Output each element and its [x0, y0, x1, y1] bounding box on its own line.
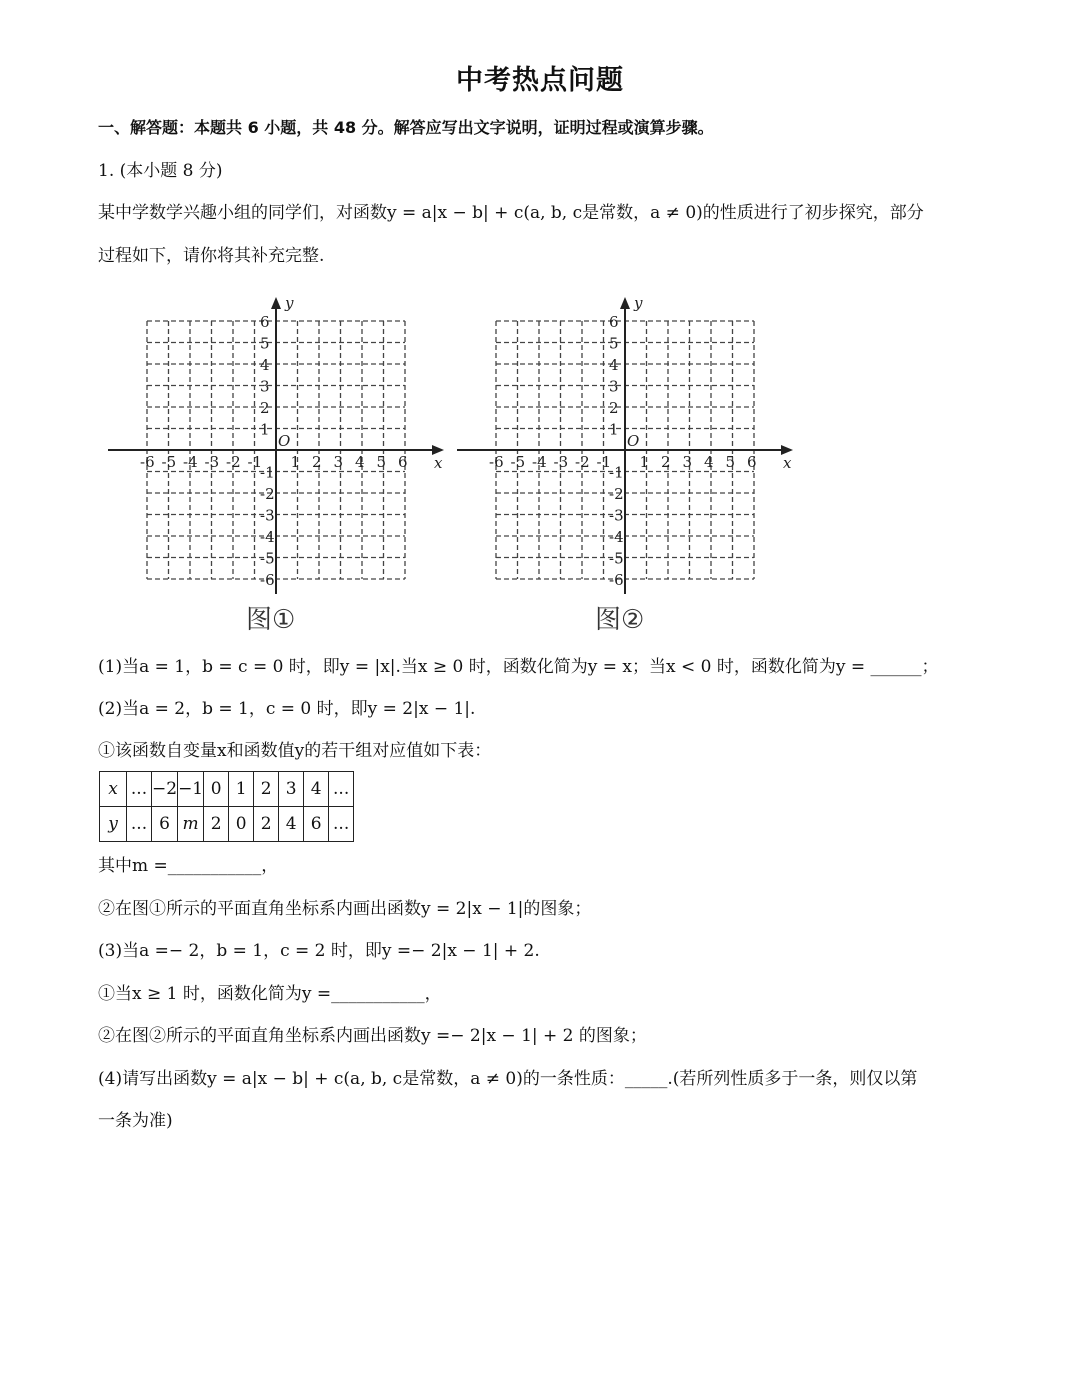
fig2-x-label: x: [783, 454, 792, 472]
problem-number: 1. (本小题 8 分): [98, 161, 223, 181]
question-1: (1)当a = 1，b = c = 0 时，即y = |x|.当x ≥ 0 时，函数化简为y = x；当x < 0 时，函数化简为y = ______；: [98, 657, 939, 677]
table-cell: m: [178, 807, 204, 842]
table-cell: 0: [229, 807, 254, 842]
fig2-x-tick-label: 2: [661, 453, 671, 471]
fig2-x-tick-label: -3: [553, 453, 569, 471]
fig2-x-tick-label: 5: [725, 453, 736, 471]
coordinate-figures: [100, 290, 800, 640]
fig1-y-tick-label: -3: [260, 506, 275, 525]
fig1-x-tick-label: -5: [161, 453, 177, 471]
fig1-y-tick-label: 3: [260, 377, 270, 396]
question-2-part-1: ①该函数自变量x和函数值y的若干组对应值如下表：: [98, 741, 492, 761]
answer-m: 其中m =___________，: [98, 856, 279, 876]
table-cell: 4: [304, 772, 329, 807]
question-4-line1: (4)请写出函数y = a|x − b| + c(a, b, c是常数，a ≠ 0)的一条性质：_____.(若所列性质多于一条，则仅以第: [98, 1069, 918, 1089]
fig1-x-tick-label: -6: [140, 453, 155, 471]
table-cell: ...: [127, 807, 152, 842]
fig2-y-tick-label: -1: [609, 463, 624, 482]
question-3-part-2: ②在图②所示的平面直角坐标系内画出函数y =− 2|x − 1| + 2 的图象；: [98, 1026, 647, 1046]
fig2-x-tick-label: 1: [639, 453, 650, 471]
fig1-x-tick-label: -1: [247, 453, 263, 471]
fig1-y-tick-label: 1: [260, 420, 270, 439]
table-row-x: [100, 772, 354, 807]
table-cell: 1: [229, 772, 254, 807]
question-3: (3)当a =− 2，b = 1，c = 2 时，即y =− 2|x − 1| + 2.: [98, 941, 540, 961]
table-cell: 2: [204, 807, 229, 842]
table-cell: ...: [329, 772, 354, 807]
table-cell: 0: [204, 772, 229, 807]
table-row-y: [100, 807, 354, 842]
fig2-y-tick-label: -5: [609, 549, 624, 568]
table-cell: 2: [254, 772, 279, 807]
fig1-y-tick-label: -2: [260, 485, 275, 503]
question-2: (2)当a = 2，b = 1，c = 0 时，即y = 2|x − 1|.: [98, 699, 476, 719]
fig1-x-tick-label: 4: [355, 453, 365, 471]
fig2-y-label: y: [634, 294, 643, 312]
question-2-part-2: ②在图①所示的平面直角坐标系内画出函数y = 2|x − 1|的图象；: [98, 899, 592, 919]
table-cell: 2: [254, 807, 279, 842]
question-4-line2: 一条为准): [98, 1111, 173, 1131]
fig2-y-tick-label: -6: [609, 571, 624, 589]
fig2-y-tick-label: 6: [609, 313, 619, 331]
fig2-y-tick-label: 5: [609, 334, 619, 353]
fig2-x-tick-label: -5: [510, 453, 526, 471]
fig2-x-tick-label: -6: [489, 453, 504, 471]
fig2-origin-label: O: [627, 432, 640, 450]
figures-svg: [100, 290, 800, 640]
page-title: 中考热点问题: [456, 65, 624, 96]
table-cell: 3: [279, 772, 304, 807]
fig1-x-tick-label: 6: [398, 453, 408, 471]
fig2-y-arrow-icon: [620, 297, 630, 309]
table-cell: 6: [152, 807, 178, 842]
value-table: [99, 771, 354, 842]
problem-intro-line1: 某中学数学兴趣小组的同学们，对函数y = a|x − b| + c(a, b, c是常数，a ≠ 0)的性质进行了初步探究，部分: [98, 203, 924, 223]
fig2-y-tick-label: 2: [609, 399, 619, 417]
fig1-origin-label: O: [278, 432, 291, 450]
fig1-y-tick-label: -6: [260, 571, 275, 589]
fig2-x-tick-label: -4: [532, 453, 547, 471]
fig1-y-arrow-icon: [271, 297, 281, 309]
table-cell: y: [100, 807, 127, 842]
section-heading: 一、解答题：本题共 6 小题，共 48 分。解答应写出文字说明，证明过程或演算步骤。: [98, 118, 714, 137]
fig2-x-tick-label: 3: [682, 453, 693, 471]
table-cell: −2: [152, 772, 178, 807]
fig1-x-label: x: [434, 454, 443, 472]
fig2-y-tick-label: 3: [609, 377, 619, 396]
fig1-x-tick-label: -4: [183, 453, 198, 471]
fig2-y-tick-label: 1: [609, 420, 619, 439]
fig2-x-tick-label: 4: [704, 453, 714, 471]
table-cell: ...: [127, 772, 152, 807]
fig2-x-tick-label: 6: [747, 453, 757, 471]
fig1-y-tick-label: 6: [260, 313, 270, 331]
fig1-y-tick-label: -4: [260, 528, 275, 546]
fig2-y-tick-label: -2: [609, 485, 624, 503]
table-cell: −1: [178, 772, 204, 807]
table-cell: x: [100, 772, 127, 807]
table-cell: 6: [304, 807, 329, 842]
fig1-x-tick-label: 1: [290, 453, 301, 471]
table-cell: ...: [329, 807, 354, 842]
fig1-x-tick-label: -2: [226, 453, 241, 471]
fig2-caption: 图②: [595, 605, 645, 635]
fig2-y-tick-label: -4: [609, 528, 624, 546]
fig1-x-tick-label: 5: [376, 453, 387, 471]
fig1-y-tick-label: -5: [260, 549, 275, 568]
fig1-y-label: y: [285, 294, 294, 312]
fig1-x-tick-label: 3: [333, 453, 344, 471]
table-cell: 4: [279, 807, 304, 842]
fig2-x-tick-label: -1: [596, 453, 612, 471]
fig1-x-tick-label: -3: [204, 453, 220, 471]
fig1-x-tick-label: 2: [312, 453, 322, 471]
fig1-y-tick-label: 2: [260, 399, 270, 417]
fig2-x-tick-label: -2: [575, 453, 590, 471]
fig1-y-tick-label: -1: [260, 463, 275, 482]
fig2-y-tick-label: -3: [609, 506, 624, 525]
question-3-part-1: ①当x ≥ 1 时，函数化简为y =___________，: [98, 984, 442, 1004]
fig1-y-tick-label: 5: [260, 334, 270, 353]
fig1-caption: 图①: [246, 605, 296, 635]
fig2-y-tick-label: 4: [609, 356, 619, 374]
problem-intro-line2: 过程如下，请你将其补充完整.: [98, 246, 325, 266]
fig1-y-tick-label: 4: [260, 356, 270, 374]
